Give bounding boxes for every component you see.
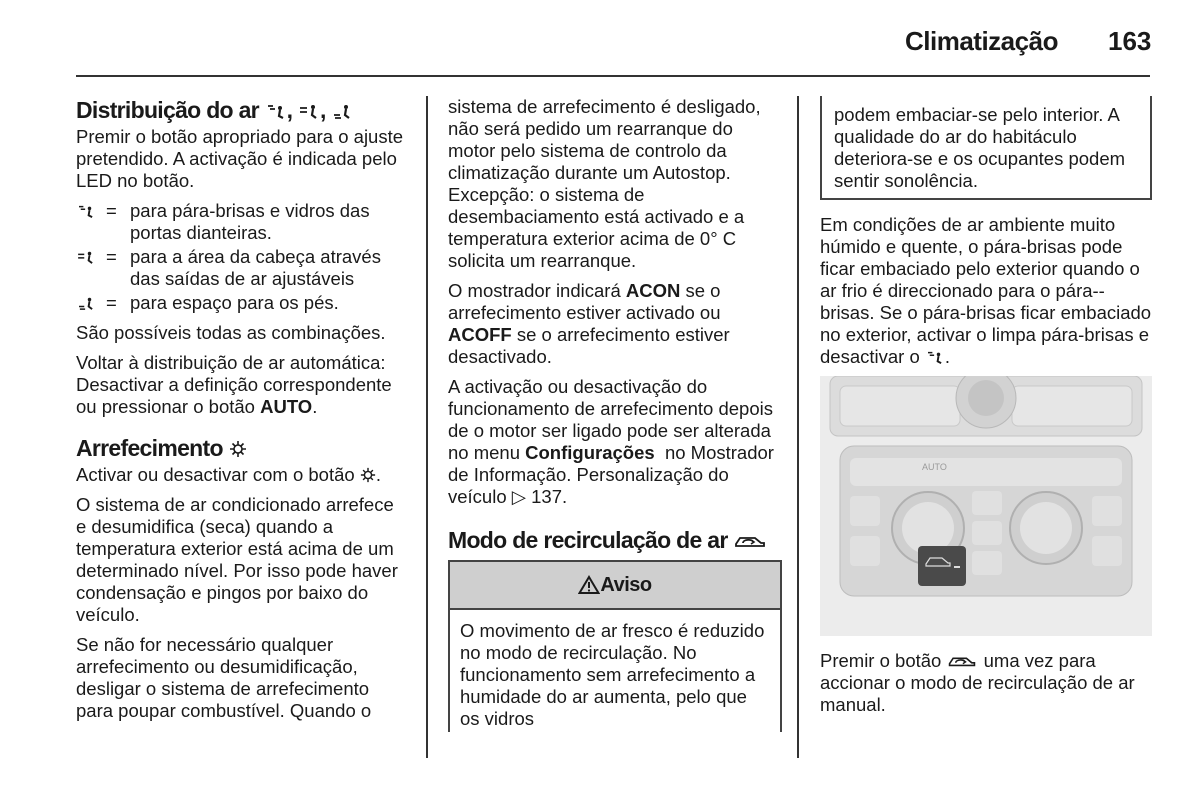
list-item: = para espaço para os pés. xyxy=(76,292,408,314)
footwell-airflow-icon xyxy=(331,103,353,119)
air-distribution-list xyxy=(76,200,408,314)
settings-menu-text: A activação ou desactivação do funcionamento de arrefecimento depois de o motor ser ligado pode ser alterada no menu Configurações no Mostrador de Informação. Personalização do veículo ▷ 137. xyxy=(448,376,774,507)
cooling-heading: Arrefecimento xyxy=(76,434,408,462)
recirculation-heading: Modo de recirculação de ar xyxy=(448,526,782,554)
footwell-airflow-icon xyxy=(76,296,96,310)
combinations-text: São possíveis todas as combinações. xyxy=(76,322,386,343)
cooling-save-fuel: Se não for necessário qualquer arrefecimento ou desumidificação, desligar o sistema de arrefecimento para poupar combustível. Quando o xyxy=(76,634,372,721)
air-distribution-intro: Premir o botão apropriado para o ajuste pretendido. A activação é indicada pelo LED no botão. xyxy=(76,126,404,191)
display-acon-text: O mostrador indicará ACON se o arrefecimento estiver activado ou ACOFF se o arrefecimento estiver desactivado. xyxy=(448,280,730,367)
cooling-activate-text: Activar ou desactivar com o botão . xyxy=(76,464,381,485)
column-divider-2 xyxy=(797,96,799,758)
climate-panel-illustration xyxy=(820,376,1152,636)
windscreen-airflow-icon xyxy=(76,204,96,218)
head-airflow-icon xyxy=(76,250,96,264)
cooling-autostop-text: sistema de arrefecimento é desligado, não será pedido um rearranque do motor pelo sistema de controlo da climatização durante um Autostop. Excepção: o sistema de desembaciamento está activado e a temperatura exterior acima de 0° C solicita um rearranque. xyxy=(448,96,761,271)
snowflake-icon xyxy=(229,440,247,458)
header-rule xyxy=(76,75,1150,77)
fogging-text: Em condições de ar ambiente muito húmido e quente, o pára-brisas pode ficar embaciado pelo exterior quando o ar frio é direccionado para o pára--brisas. Se o pára-brisas ficar embaciado no exterior, activar o limpa pára-brisas e desactivar o . xyxy=(820,214,1152,367)
column-divider-1 xyxy=(426,96,428,758)
cooling-description: O sistema de ar condicionado arrefece e desumidifica (seca) quando a temperatura exterior está acima de um determinado nível. Por isso pode haver condensação e pingos por baixo do veículo. xyxy=(76,494,398,625)
warning-continuation: podem embaciar-se pelo interior. A qualidade do ar do habitáculo deteriora-se e os ocupantes podem sentir sonolência. xyxy=(820,96,1152,200)
warning-triangle-icon xyxy=(578,575,600,595)
warning-text: O movimento de ar fresco é reduzido no modo de recirculação. No funcionamento sem arrefecimento a humidade do ar aumenta, pelo que os vidros xyxy=(460,620,765,729)
windscreen-airflow-icon xyxy=(265,103,287,119)
column-left xyxy=(76,96,408,730)
warning-box xyxy=(448,560,782,732)
recirculation-icon xyxy=(733,532,767,550)
arrow-reference-icon: ▷ xyxy=(511,486,526,507)
page-header-title: Climatização xyxy=(905,26,1058,56)
column-middle xyxy=(448,96,782,732)
page-reference-link[interactable]: 137. xyxy=(531,486,568,507)
air-distribution-heading: Distribuição do ar , , xyxy=(76,96,408,124)
list-item: = para a área da cabeça através das saídas de ar ajustáveis xyxy=(76,246,408,290)
snowflake-icon xyxy=(360,467,376,483)
list-item: = para pára-brisas e vidros das portas dianteiras. xyxy=(76,200,408,244)
warning-title: Aviso xyxy=(600,574,652,596)
recirculation-activate-text: Premir o botão uma vez para accionar o modo de recirculação de ar manual. xyxy=(820,650,1135,715)
page-number: 163 xyxy=(1108,26,1152,56)
windscreen-airflow-icon xyxy=(925,350,945,364)
auto-button-label: AUTO xyxy=(922,462,947,472)
climate-control-panel-photo xyxy=(820,376,1152,636)
return-auto-text: Voltar à distribuição de ar automática: Desactivar a definição correspondente ou pressionar o botão AUTO. xyxy=(76,352,392,417)
column-right xyxy=(820,96,1152,724)
warning-header xyxy=(450,562,780,610)
recirculation-icon xyxy=(946,653,978,669)
head-airflow-icon xyxy=(298,103,320,119)
